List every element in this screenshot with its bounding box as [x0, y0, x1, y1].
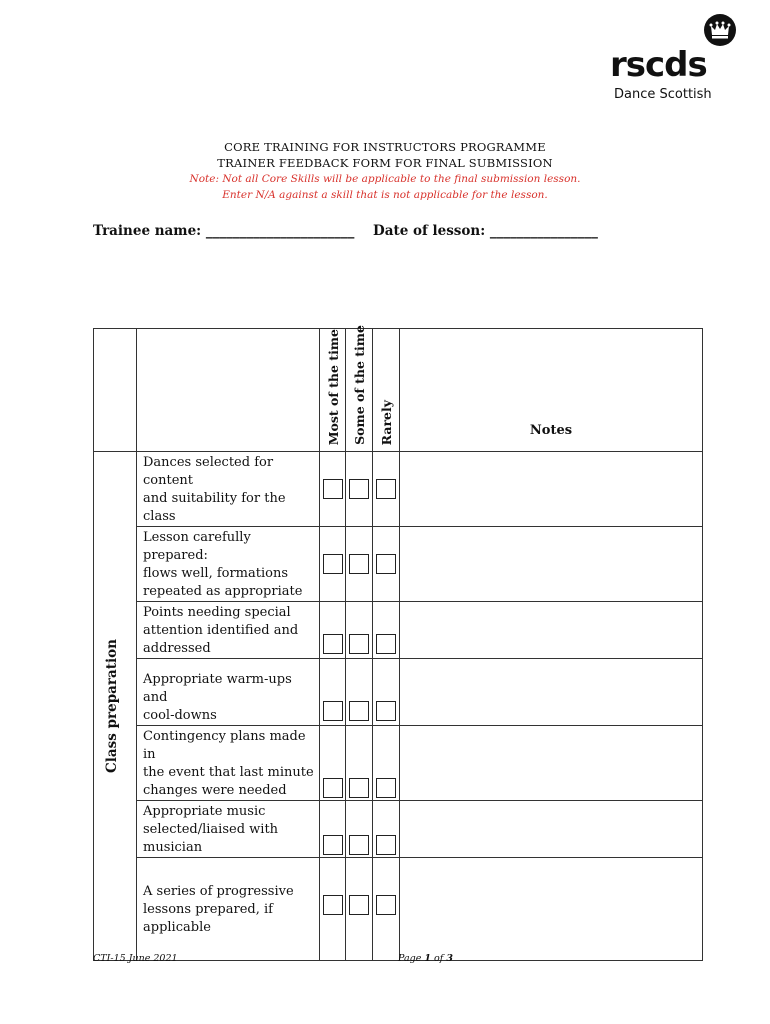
checkbox-rarely[interactable]	[376, 778, 396, 798]
checkbox-rarely[interactable]	[376, 554, 396, 574]
skill-text: Dances selected for content	[143, 455, 274, 488]
rating-rarely-cell	[373, 659, 400, 726]
table-row	[94, 452, 703, 527]
crown-icon	[704, 14, 736, 46]
rating-some-cell	[346, 858, 373, 961]
rating-most-cell	[320, 858, 346, 961]
rating-most-cell	[320, 527, 346, 602]
skill-text: A series of progressive	[143, 884, 294, 899]
table-row	[94, 602, 703, 659]
skill-text: lessons prepared, if	[143, 902, 273, 917]
section-cell	[94, 452, 137, 961]
table-row	[94, 801, 703, 858]
logo-brand-text: rscds	[610, 45, 707, 85]
table-row	[94, 527, 703, 602]
skill-cell	[137, 726, 320, 801]
notes-cell[interactable]	[400, 858, 703, 961]
rating-most-cell	[320, 602, 346, 659]
feedback-table	[93, 325, 703, 961]
logo-tagline: Dance Scottish	[614, 87, 712, 102]
section-label: Class preparation	[104, 639, 120, 773]
rating-most-cell	[320, 726, 346, 801]
checkbox-most[interactable]	[323, 701, 343, 721]
checkbox-some[interactable]	[349, 701, 369, 721]
checkbox-some[interactable]	[349, 835, 369, 855]
skill-text: Points needing special	[143, 605, 291, 620]
skill-cell	[137, 659, 320, 726]
form-fields	[93, 223, 598, 239]
note-line-1: Note: Not all Core Skills will be applicable to the final submission lesson.	[189, 173, 581, 185]
rating-some-cell	[346, 726, 373, 801]
skill-text: flows well, formations	[143, 566, 289, 581]
col-header-rarely	[373, 329, 400, 452]
checkbox-most[interactable]	[323, 778, 343, 798]
rscds-logo	[610, 14, 740, 102]
rating-rarely-cell	[373, 527, 400, 602]
notes-cell[interactable]	[400, 602, 703, 659]
title-line-2: TRAINER FEEDBACK FORM FOR FINAL SUBMISSION	[217, 156, 553, 170]
note-line-2: Enter N/A against a skill that is not applicable for the lesson.	[222, 189, 548, 201]
checkbox-rarely[interactable]	[376, 835, 396, 855]
table-row	[94, 659, 703, 726]
table-row	[94, 726, 703, 801]
checkbox-some[interactable]	[349, 479, 369, 499]
skill-cell	[137, 452, 320, 527]
checkbox-rarely[interactable]	[376, 479, 396, 499]
skill-text: Appropriate warm-ups and	[143, 672, 292, 705]
skill-text: Lesson carefully prepared:	[143, 530, 251, 563]
col-header-notes	[400, 329, 703, 452]
skill-text: selected/liaised with	[143, 822, 279, 837]
skill-text: changes were needed	[143, 783, 287, 798]
checkbox-rarely[interactable]	[376, 701, 396, 721]
form-code: CTI-15 June 2021	[93, 953, 178, 964]
page-number	[398, 953, 453, 964]
rating-some-cell	[346, 452, 373, 527]
checkbox-rarely[interactable]	[376, 895, 396, 915]
skill-text: applicable	[143, 920, 211, 935]
page-of: of	[434, 953, 444, 964]
skill-text: Contingency plans made in	[143, 729, 306, 762]
skill-text: repeated as appropriate	[143, 584, 303, 599]
skill-cell	[137, 527, 320, 602]
rating-some-cell	[346, 527, 373, 602]
skill-cell	[137, 858, 320, 961]
col-rarely-label: Rarely	[379, 399, 394, 445]
checkbox-most[interactable]	[323, 835, 343, 855]
checkbox-some[interactable]	[349, 895, 369, 915]
checkbox-most[interactable]	[323, 479, 343, 499]
notes-cell[interactable]	[400, 527, 703, 602]
notes-cell[interactable]	[400, 726, 703, 801]
notes-cell[interactable]	[400, 659, 703, 726]
checkbox-some[interactable]	[349, 778, 369, 798]
col-some-label: Some of the time	[352, 325, 367, 445]
header-blank-cell	[94, 329, 137, 452]
checkbox-most[interactable]	[323, 634, 343, 654]
notes-cell[interactable]	[400, 452, 703, 527]
skill-cell	[137, 602, 320, 659]
rating-rarely-cell	[373, 602, 400, 659]
rating-rarely-cell	[373, 726, 400, 801]
skill-text: attention identified and	[143, 623, 299, 638]
rating-most-cell	[320, 659, 346, 726]
date-of-lesson-field[interactable]: Date of lesson: ________________	[373, 223, 598, 239]
skill-text: cool-downs	[143, 708, 217, 723]
checkbox-most[interactable]	[323, 554, 343, 574]
skill-text: the event that last minute	[143, 765, 314, 780]
header-skill-cell	[137, 329, 320, 452]
page-prefix: Page	[398, 953, 422, 964]
checkbox-most[interactable]	[323, 895, 343, 915]
page-current: 1	[424, 953, 431, 964]
col-notes-label: Notes	[529, 423, 573, 438]
checkbox-rarely[interactable]	[376, 634, 396, 654]
rating-rarely-cell	[373, 452, 400, 527]
trainee-name-field[interactable]: Trainee name: ______________________	[93, 223, 355, 239]
checkbox-some[interactable]	[349, 634, 369, 654]
table-row	[94, 858, 703, 961]
skill-text: Appropriate music	[143, 804, 266, 819]
skill-text: musician	[143, 840, 203, 855]
form-heading	[0, 139, 770, 203]
col-header-some	[346, 325, 373, 452]
page-total: 3	[446, 953, 453, 964]
checkbox-some[interactable]	[349, 554, 369, 574]
rating-rarely-cell	[373, 801, 400, 858]
title-line-1: CORE TRAINING FOR INSTRUCTORS PROGRAMME	[224, 140, 546, 154]
rating-most-cell	[320, 801, 346, 858]
table-header-row	[94, 329, 703, 452]
skill-text: addressed	[143, 641, 211, 656]
skill-cell	[137, 801, 320, 858]
notes-cell[interactable]	[400, 801, 703, 858]
rating-rarely-cell	[373, 858, 400, 961]
rating-some-cell	[346, 659, 373, 726]
col-most-label: Most of the time	[326, 328, 341, 445]
skill-text: and suitability for the class	[143, 491, 286, 524]
col-header-most	[320, 329, 346, 452]
rating-most-cell	[320, 452, 346, 527]
rating-some-cell	[346, 602, 373, 659]
rating-some-cell	[346, 801, 373, 858]
